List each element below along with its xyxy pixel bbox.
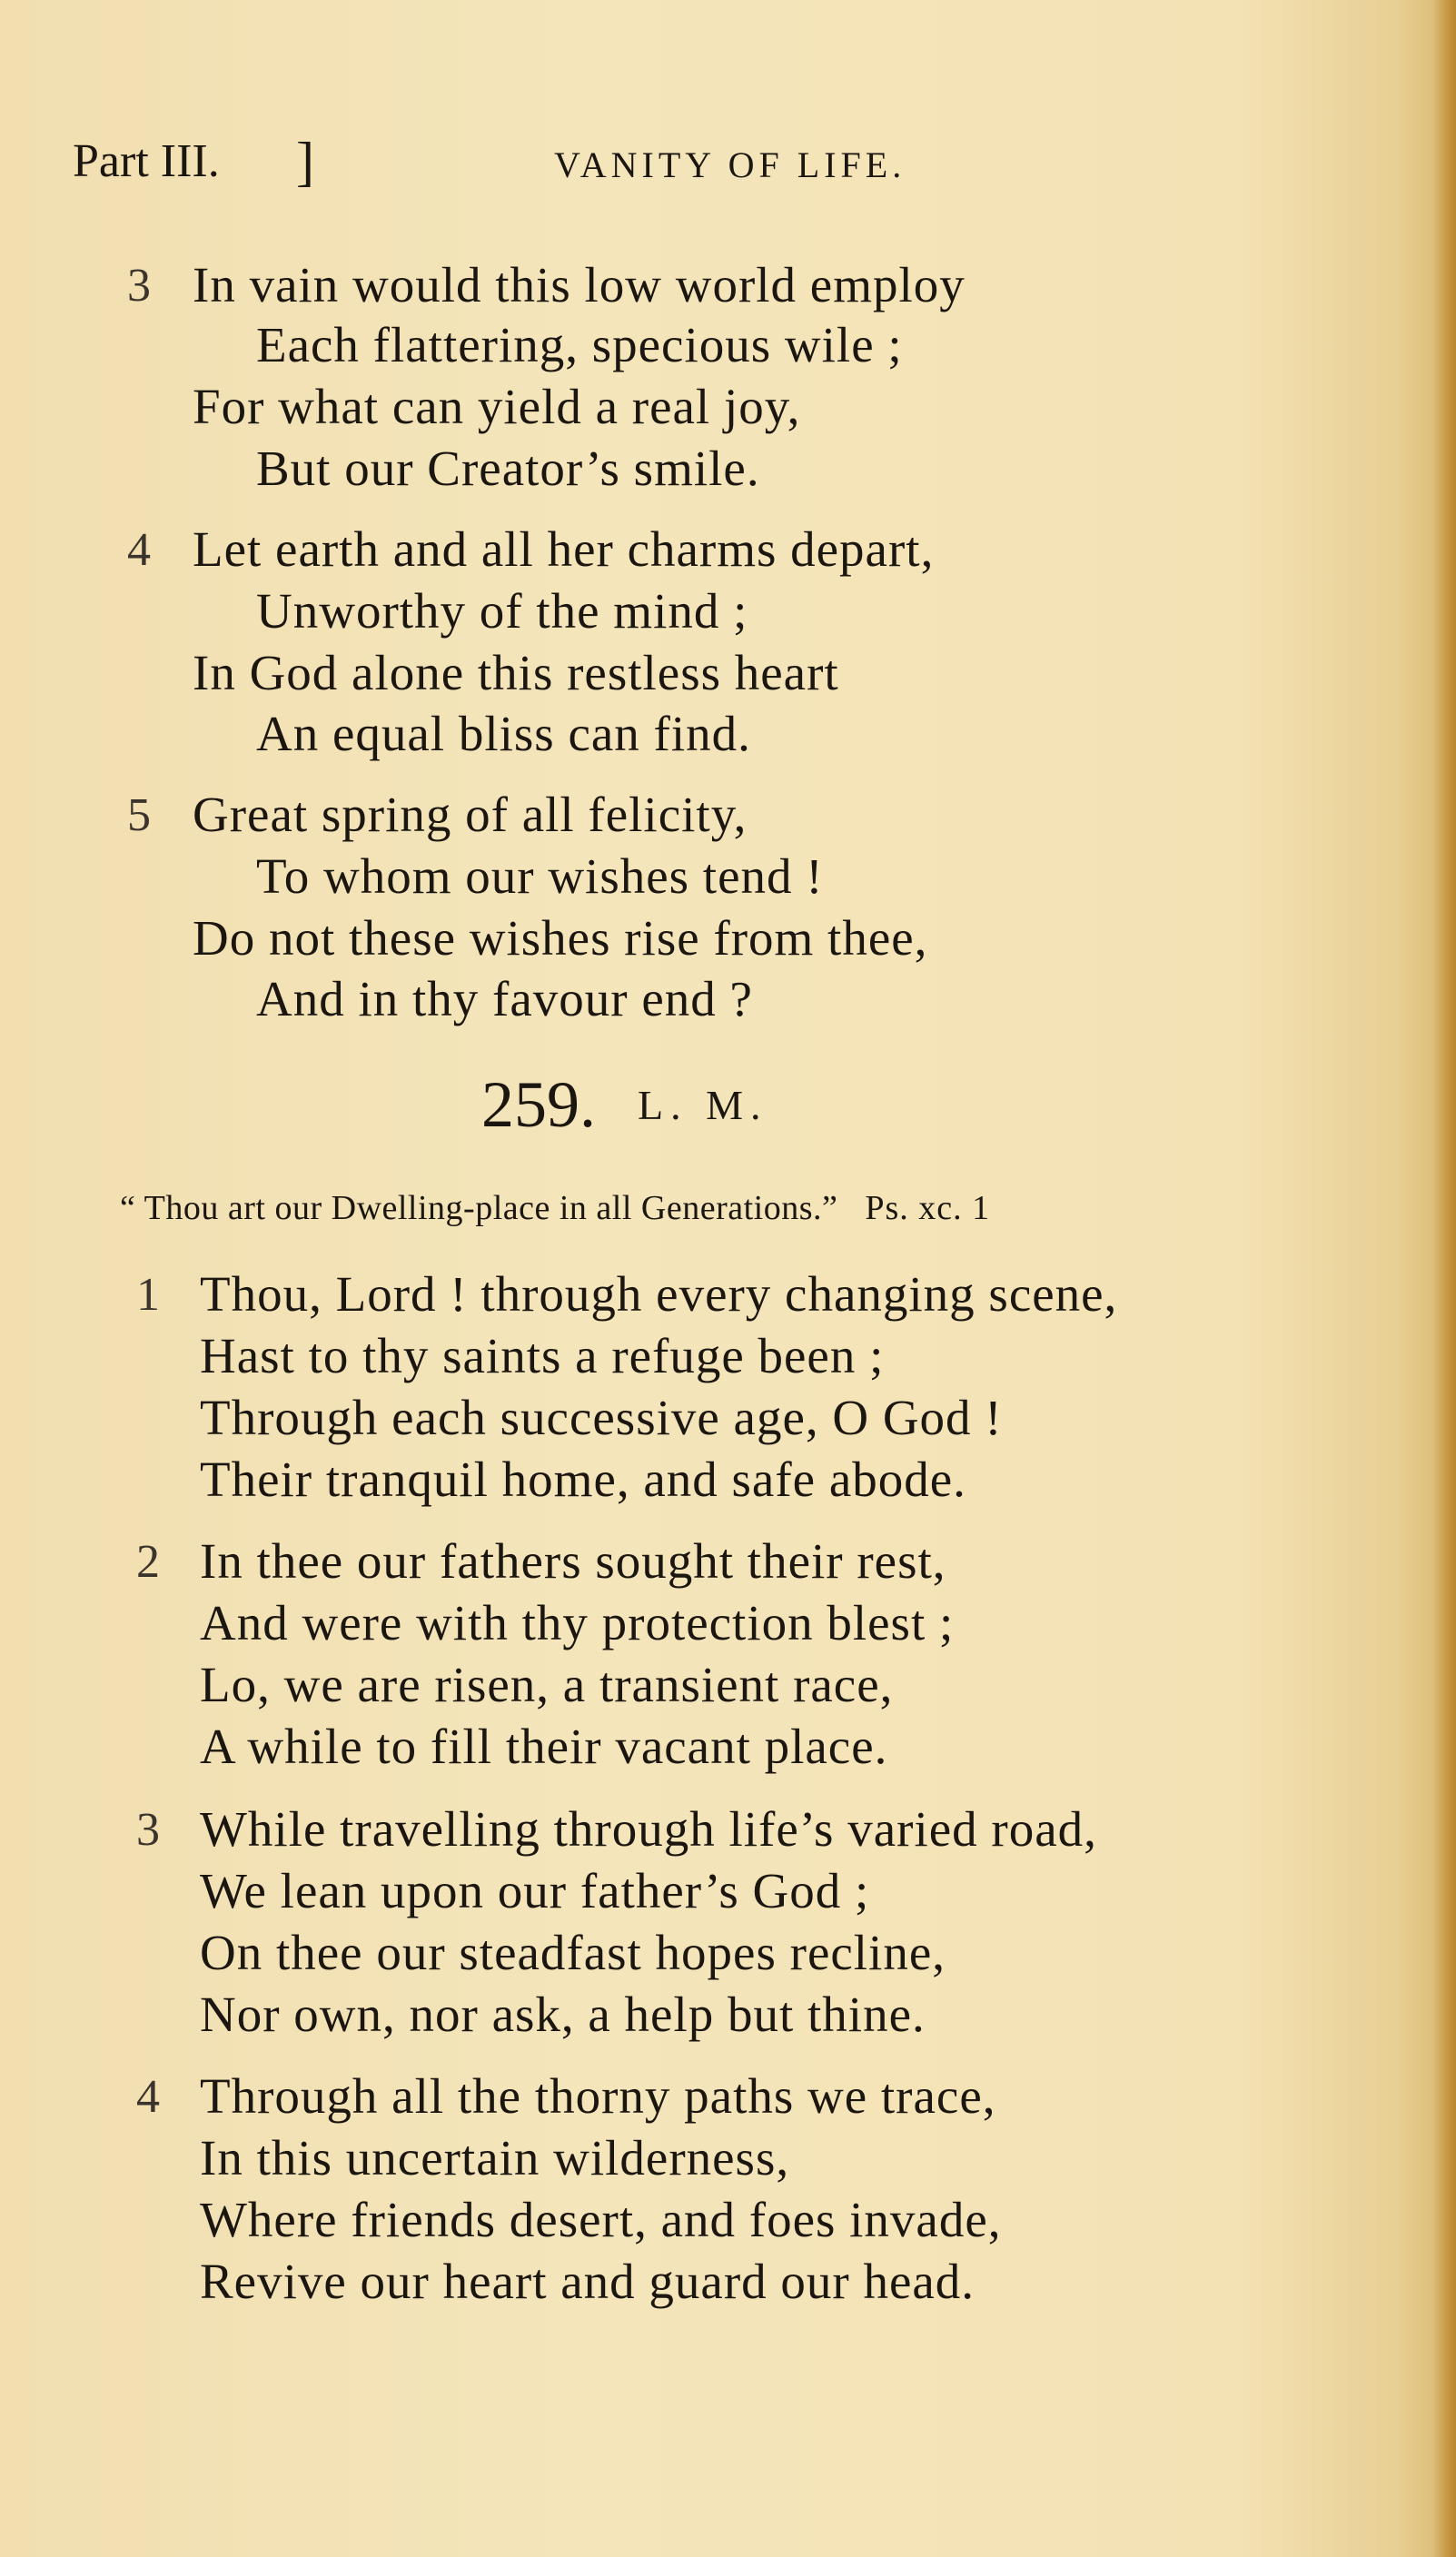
stanza-number: 5 [127, 789, 151, 841]
verse-line: In thee our fathers sought their rest, [200, 1533, 946, 1589]
verse-line: While travelling through life’s varied road, [200, 1801, 1097, 1857]
hymn-number: 259. [481, 1068, 596, 1141]
verse-line: To whom our wishes tend ! [256, 848, 824, 904]
verse-line: On thee our steadfast hopes recline, [200, 1925, 946, 1980]
scripture-reference: Ps. xc. 1 [865, 1189, 991, 1227]
verse-line: Their tranquil home, and safe abode. [200, 1452, 966, 1507]
epigraph-text: “ Thou art our Dwelling-place in all Generations.” [120, 1189, 838, 1227]
page-edge [1432, 0, 1456, 2557]
part-label: Part III. [73, 135, 220, 187]
verse-line: Through all the thorny paths we trace, [200, 2068, 996, 2124]
verse-line: In this uncertain wilderness, [200, 2130, 790, 2185]
verse-line: Lo, we are risen, a transient race, [200, 1657, 894, 1712]
running-header [73, 134, 1163, 207]
header-bracket: ] [296, 132, 314, 192]
stanza-number: 3 [136, 1804, 160, 1856]
verse-line: Each flattering, specious wile ; [256, 317, 903, 372]
stanza-number: 4 [136, 2071, 160, 2123]
verse-line: Thou, Lord ! through every changing scene, [200, 1266, 1118, 1322]
verse-line: In God alone this restless heart [193, 645, 839, 700]
verse-line: Great spring of all felicity, [193, 787, 748, 842]
stanza-number: 2 [136, 1536, 160, 1588]
verse-line: Unworthy of the mind ; [256, 583, 748, 639]
verse-line: And were with thy protection blest ; [200, 1595, 955, 1650]
stanza-number: 1 [136, 1269, 160, 1321]
epigraph [120, 1188, 990, 1228]
hymn-heading [481, 1067, 768, 1143]
verse-line: Hast to thy saints a refuge been ; [200, 1328, 885, 1383]
verse-line: We lean upon our father’s God ; [200, 1863, 870, 1918]
verse-line: Let earth and all her charms depart, [193, 521, 935, 577]
hymn-meter: L. M. [638, 1082, 768, 1128]
verse-line: Nor own, nor ask, a help but thine. [200, 1987, 926, 2042]
verse-line: A while to fill their vacant place. [200, 1719, 888, 1774]
verse-line: But our Creator’s smile. [256, 441, 760, 496]
stanza-number: 4 [127, 524, 151, 576]
verse-line: Revive our heart and guard our head. [200, 2254, 976, 2309]
stanza-number: 3 [127, 260, 151, 312]
verse-line: Where friends desert, and foes invade, [200, 2192, 1002, 2247]
running-title: VANITY OF LIFE. [554, 144, 906, 185]
verse-line: In vain would this low world employ [193, 257, 966, 312]
verse-line: For what can yield a real joy, [193, 379, 801, 434]
verse-line: An equal bliss can find. [256, 706, 751, 761]
verse-line: And in thy favour end ? [256, 971, 753, 1026]
verse-line: Through each successive age, O God ! [200, 1390, 1003, 1445]
verse-line: Do not these wishes rise from thee, [193, 910, 928, 966]
